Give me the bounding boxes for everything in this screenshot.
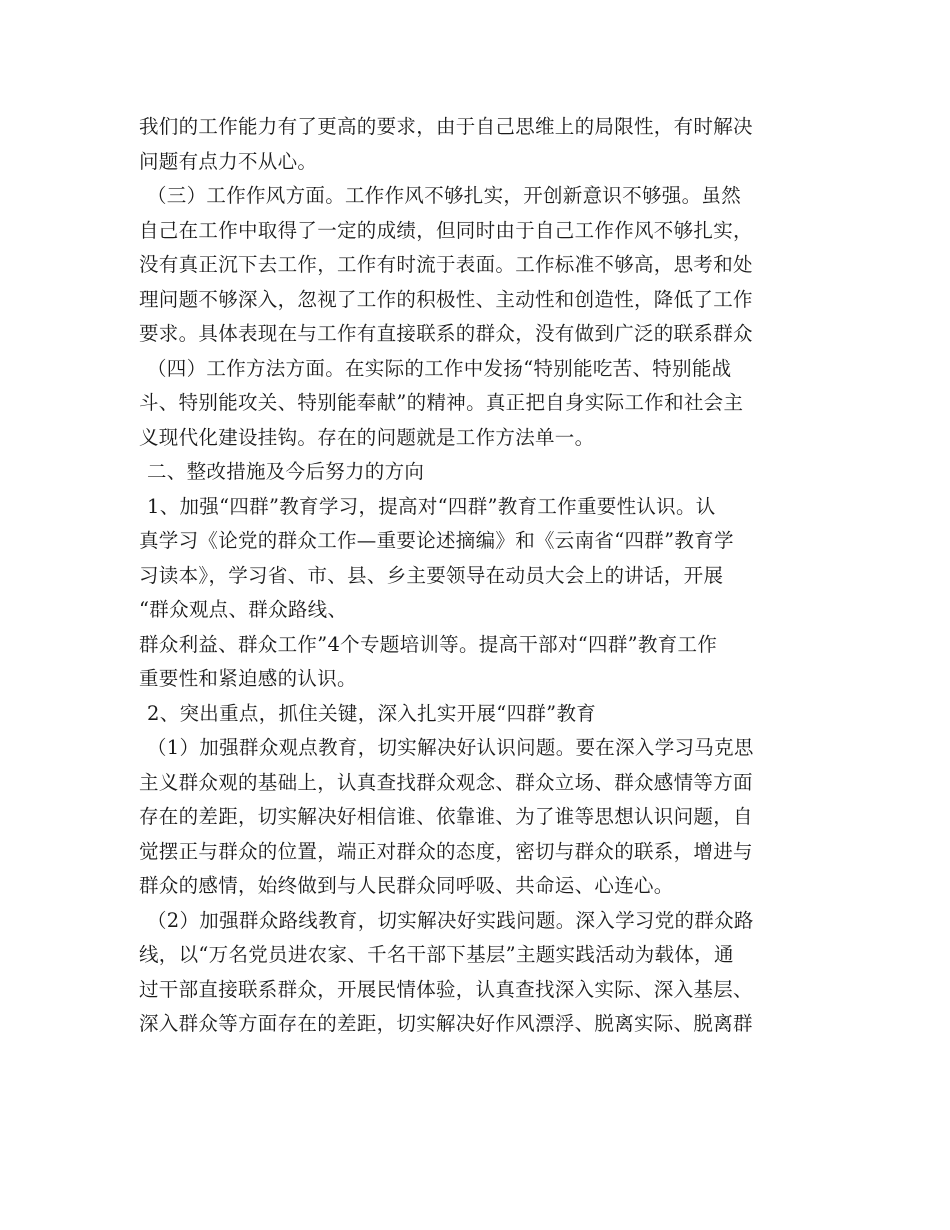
body-line: 觉摆正与群众的位置，端正对群众的态度，密切与群众的联系，增进与 <box>139 839 753 863</box>
body-line: 存在的差距，切实解决好相信谁、依靠谁、为了谁等思想认识问题，自 <box>139 805 753 828</box>
paragraph-line-subitem-2: （2）加强群众路线教育，切实解决好实践问题。深入学习党的群众路 <box>147 908 754 932</box>
body-line: 理问题不够深入，忽视了工作的积极性、主动性和创造性，降低了工作 <box>139 287 753 311</box>
body-line: 群众的感情，始终做到与人民群众同呼吸、共命运、心连心。 <box>139 874 674 897</box>
body-line: 斗、特别能攻关、特别能奉献”的精神。真正把自身实际工作和社会主 <box>139 391 744 414</box>
paragraph-line-section-4: （四）工作方法方面。在实际的工作中发扬“特别能吃苦、特别能战 <box>147 356 732 380</box>
paragraph-line-subitem-1: （1）加强群众观点教育，切实解决好认识问题。要在深入学习马克思 <box>147 736 754 759</box>
paragraph-line-section-3: （三）工作作风方面。工作作风不够扎实，开创新意识不够强。虽然 <box>147 184 742 207</box>
body-line: 重要性和紧迫感的认识。 <box>139 667 357 690</box>
section-heading: 二、整改措施及今后努力的方向 <box>147 460 425 483</box>
body-line: 线，以“万名党员进农家、千名干部下基层”主题实践活动为载体，通 <box>139 943 734 966</box>
body-line: 主义群众观的基础上，认真查找群众观念、群众立场、群众感情等方面 <box>139 770 753 794</box>
paragraph-line-item-1: 1、加强“四群”教育学习，提高对“四群”教育工作重要性认识。认 <box>147 494 716 518</box>
body-line: 习读本》，学习省、市、县、乡主要领导在动员大会上的讲话，开展 <box>139 563 724 587</box>
body-line: 没有真正沉下去工作，工作有时流于表面。工作标准不够高，思考和处 <box>139 253 753 276</box>
body-line: 深入群众等方面存在的差距，切实解决好作风漂浮、脱离实际、脱离群 <box>139 1012 753 1035</box>
document-body <box>139 110 829 1042</box>
body-line: 自己在工作中取得了一定的成绩，但同时由于自己工作作风不够扎实， <box>139 218 753 242</box>
body-line: 问题有点力不从心。 <box>139 149 318 173</box>
body-line: 我们的工作能力有了更高的要求，由于自己思维上的局限性，有时解决 <box>139 115 753 138</box>
body-line: 群众利益、群众工作”4个专题培训等。提高干部对“四群”教育工作 <box>139 632 718 656</box>
body-line: 要求。具体表现在与工作有直接联系的群众，没有做到广泛的联系群众 <box>139 322 753 345</box>
body-line: 过干部直接联系群众，开展民情体验，认真查找深入实际、深入基层、 <box>139 977 753 1001</box>
body-line: “群众观点、群众路线、 <box>139 598 348 621</box>
body-line: 真学习《论党的群众工作—重要论述摘编》和《云南省“四群”教育学 <box>139 529 734 552</box>
paragraph-line-item-2: 2、突出重点，抓住关键，深入扎实开展“四群”教育 <box>147 701 597 725</box>
body-line: 义现代化建设挂钩。存在的问题就是工作方法单一。 <box>139 425 595 449</box>
